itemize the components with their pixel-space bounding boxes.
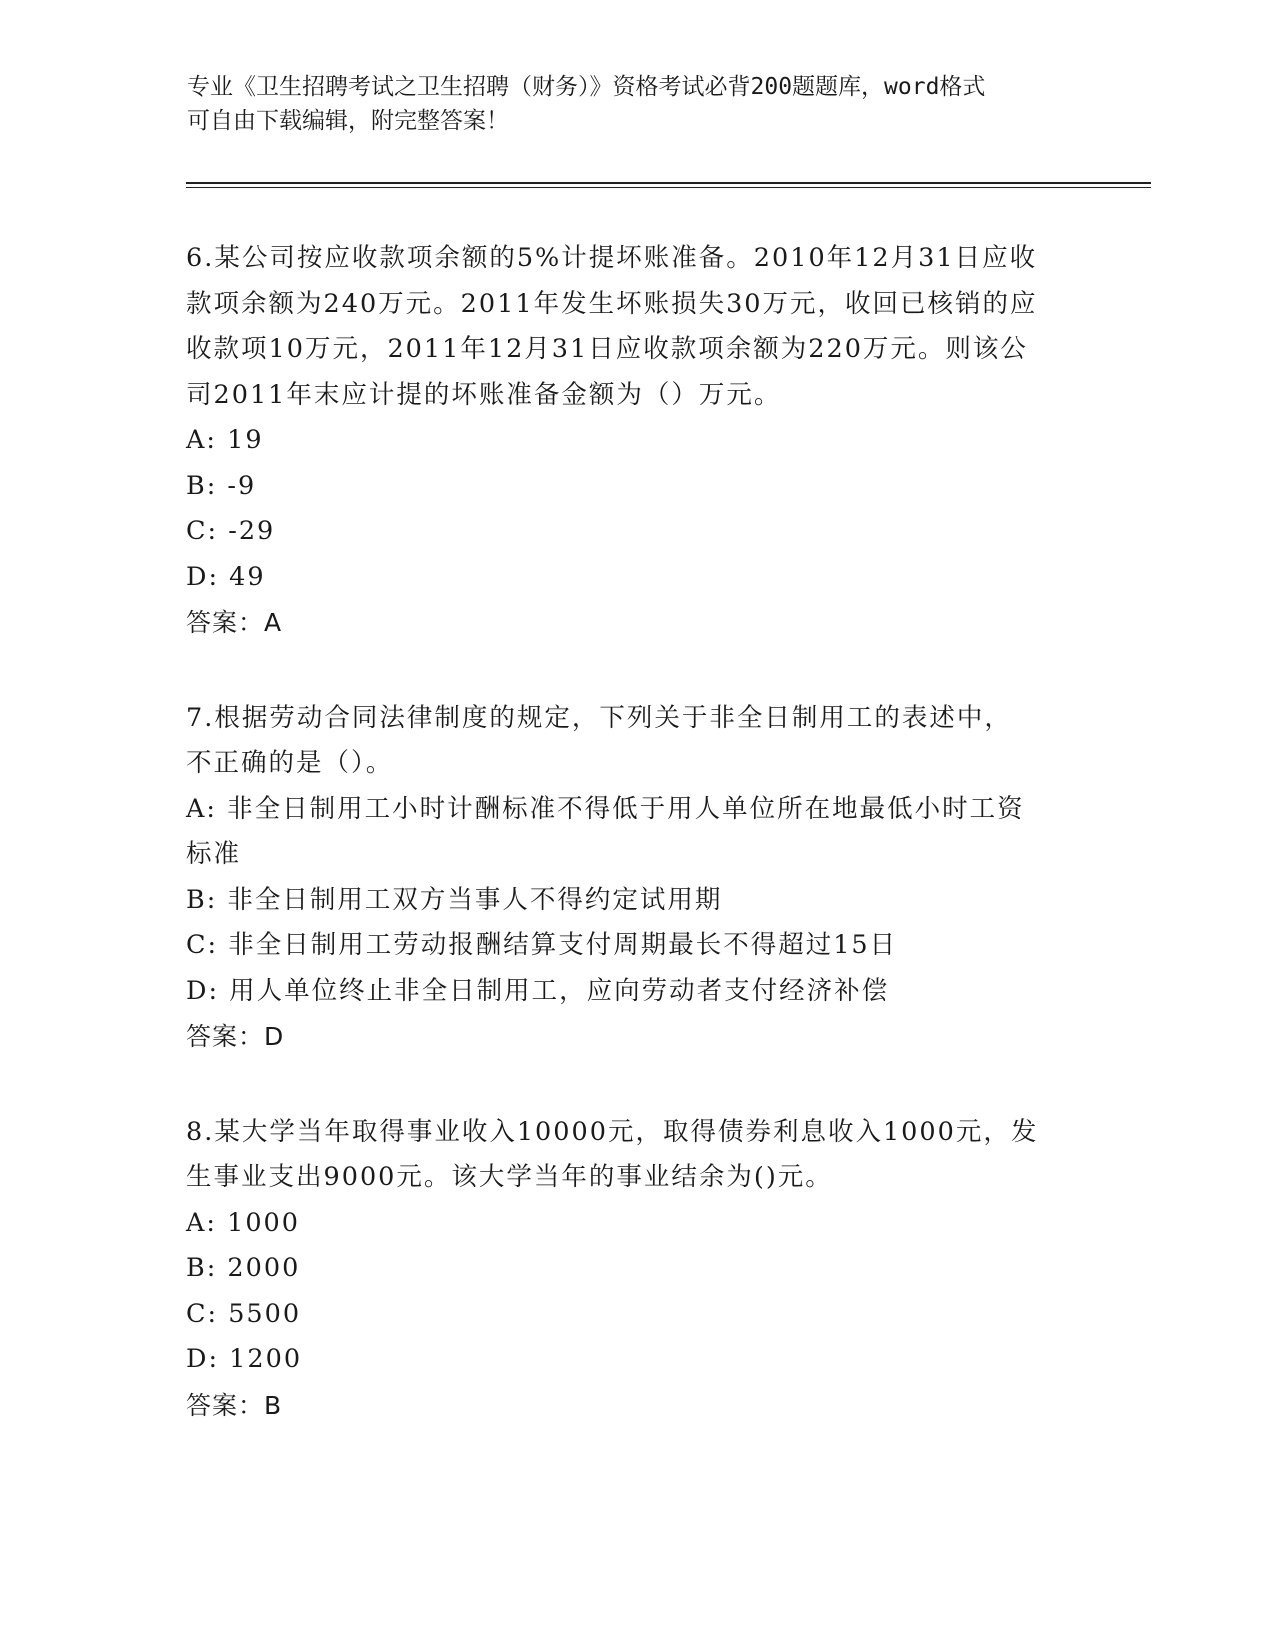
- question-stem-line: 8.某大学当年取得事业收入10000元，取得债券利息收入1000元，发: [186, 1116, 1039, 1147]
- option-a: A: 1000: [186, 1207, 301, 1238]
- option-a: A: 非全日制用工小时计酬标准不得低于用人单位所在地最低小时工资: [186, 793, 1025, 824]
- question-stem-line: 生事业支出9000元。该大学当年的事业结余为()元。: [186, 1162, 833, 1192]
- header-line: 可自由下载编辑，附完整答案！: [187, 108, 509, 134]
- option-d: D: 49: [186, 561, 266, 592]
- option-a: A: 19: [186, 425, 264, 455]
- question-stem-line: 司2011年末应计提的坏账准备金额为（）万元。: [186, 379, 782, 410]
- option-d: D: 1200: [186, 1344, 303, 1374]
- question-stem-line: 收款项10万元，2011年12月31日应收款项余额为220万元。则该公: [186, 334, 1028, 364]
- option-c: C: 5500: [186, 1298, 302, 1329]
- question-stem-line: 6.某公司按应收款项余额的5%计提坏账准备。2010年12月31日应收: [186, 243, 1038, 273]
- document-page: [186, 70, 1146, 1478]
- header-divider: [186, 182, 1151, 188]
- option-b: B: 2000: [186, 1253, 301, 1283]
- question-8: [186, 1110, 1146, 1429]
- option-c: C: 非全日制用工劳动报酬结算支付周期最长不得超过15日: [186, 930, 898, 960]
- option-d: D: 用人单位终止非全日制用工，应向劳动者支付经济补偿: [186, 975, 890, 1006]
- header-line: 专业《卫生招聘考试之卫生招聘（财务）》资格考试必背200题题库，word格式: [187, 74, 986, 100]
- option-c: C: -29: [186, 516, 276, 546]
- option-a-continued: 标准: [186, 839, 242, 869]
- answer-label: 答案：D: [186, 1022, 285, 1051]
- option-b: B: 非全日制用工双方当事人不得约定试用期: [186, 884, 723, 915]
- question-list: [186, 236, 1146, 1428]
- question-7: [186, 696, 1146, 1060]
- answer-label: 答案：A: [186, 608, 283, 637]
- question-stem-line: 款项余额为240万元。2011年发生坏账损失30万元，收回已核销的应: [186, 288, 1038, 319]
- question-stem-line: 7.根据劳动合同法律制度的规定，下列关于非全日制用工的表述中，: [186, 702, 1012, 733]
- question-stem-line: 不正确的是（）。: [186, 748, 394, 778]
- option-b: B: -9: [186, 470, 257, 501]
- question-6: [186, 236, 1146, 646]
- answer-label: 答案：B: [186, 1390, 283, 1420]
- document-header: [187, 70, 1067, 138]
